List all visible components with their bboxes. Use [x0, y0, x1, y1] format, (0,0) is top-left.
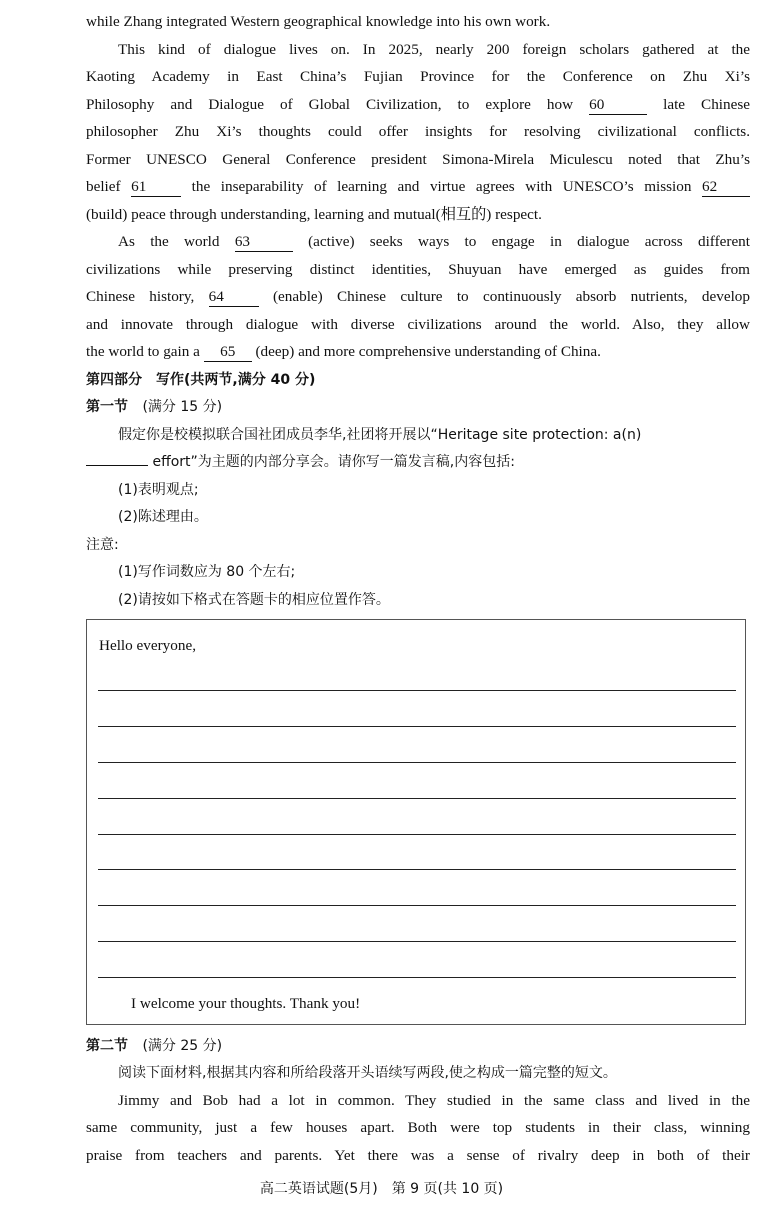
writing-line — [98, 905, 736, 906]
writing-line — [98, 941, 736, 942]
content-point: (1)表明观点; — [118, 482, 199, 498]
note-label: 注意: — [86, 537, 119, 553]
prompt-line: 假定你是校模拟联合国社团成员李华,社团将开展以“Heritage site protection: a(n) — [118, 427, 642, 443]
story-line: Jimmy and Bob had a lot in common. They studied in the same class and lived in the — [118, 1092, 750, 1109]
passage-text: As the world — [118, 233, 220, 250]
prompt-line — [86, 452, 750, 472]
passage-text: (enable) Chinese culture to continuously absorb nutrients, develop — [272, 288, 750, 305]
prompt-text: effort”为主题的内部分享会。请你写一篇发言稿,内容包括: — [152, 454, 515, 470]
letter-closing: I welcome your thoughts. Thank you! — [131, 995, 361, 1012]
writing-line — [98, 834, 736, 835]
section-heading — [86, 1036, 750, 1056]
passage-line — [86, 287, 750, 307]
section-title: 第一节 — [86, 399, 128, 415]
passage-text: belief — [86, 178, 121, 195]
passage-line: philosopher Zhu Xi’s thoughts could offer insights for resolving civilizational conflicts. — [86, 123, 750, 140]
passage-line: (build) peace through understanding, learning and mutual(相互的) respect. — [86, 206, 542, 223]
writing-line — [98, 977, 736, 978]
writing-line — [98, 762, 736, 763]
passage-text: Philosophy and Dialogue of Global Civilization, to explore how — [86, 96, 574, 113]
answer-box — [86, 619, 746, 1025]
passage-line — [118, 232, 750, 252]
passage-line: Kaoting Academy in East China’s Fujian Province for the Conference on Zhu Xi’s — [86, 68, 750, 85]
note-item: (2)请按如下格式在答题卡的相应位置作答。 — [118, 592, 390, 608]
section-heading — [86, 397, 750, 417]
writing-line — [98, 690, 736, 691]
prompt-line: 阅读下面材料,根据其内容和所给段落开头语续写两段,使之构成一篇完整的短文。 — [118, 1065, 617, 1081]
blank-64: 64 — [209, 288, 259, 307]
passage-line: while Zhang integrated Western geographical knowledge into his own work. — [86, 13, 551, 30]
blank-61: 61 — [131, 178, 181, 197]
letter-opening: Hello everyone, — [99, 637, 196, 654]
writing-line — [98, 798, 736, 799]
passage-line: civilizations while preserving distinct identities, Shuyuan have emerged as guides from — [86, 261, 750, 278]
passage-line: Former UNESCO General Conference president Simona-Mirela Miculescu noted that Zhu’s — [86, 151, 750, 168]
blank-65: 65 — [204, 343, 252, 362]
passage-text: (deep) and more comprehensive understanding of China. — [255, 343, 601, 360]
section-score: (满分 15 分) — [142, 399, 223, 415]
blank-62: 62 — [702, 178, 750, 197]
passage-line — [86, 95, 750, 115]
blank-63: 63 — [235, 233, 293, 252]
writing-line — [98, 869, 736, 870]
passage-text: (active) seeks ways to engage in dialogue across different — [308, 233, 750, 250]
passage-line — [86, 342, 750, 362]
writing-line — [98, 726, 736, 727]
note-item: (1)写作词数应为 80 个左右; — [118, 564, 296, 580]
passage-text: Chinese history, — [86, 288, 195, 305]
passage-text: the inseparability of learning and virtue agrees with UNESCO’s mission — [191, 178, 692, 195]
passage-text: late Chinese — [663, 96, 750, 113]
story-line: praise from teachers and parents. Yet there was a sense of rivalry deep in both of their — [86, 1147, 750, 1164]
passage-text: the world to gain a — [86, 343, 200, 360]
section-title: 第二节 — [86, 1038, 128, 1054]
part-title: 第四部分 写作(共两节,满分 40 分) — [86, 372, 316, 388]
passage-line: and innovate through dialogue with diverse civilizations around the world. Also, they allow — [86, 316, 750, 333]
content-point: (2)陈述理由。 — [118, 509, 208, 525]
section-score: (满分 25 分) — [142, 1038, 223, 1054]
passage-line: This kind of dialogue lives on. In 2025, nearly 200 foreign scholars gathered at the — [118, 41, 750, 58]
story-line: same community, just a few houses apart. Both were top students in their class, winning — [86, 1119, 750, 1136]
page-footer: 高二英语试题(5月) 第 9 页(共 10 页) — [259, 1181, 504, 1197]
blank-60: 60 — [589, 96, 647, 115]
answer-blank — [86, 465, 148, 466]
passage-line — [86, 177, 750, 197]
